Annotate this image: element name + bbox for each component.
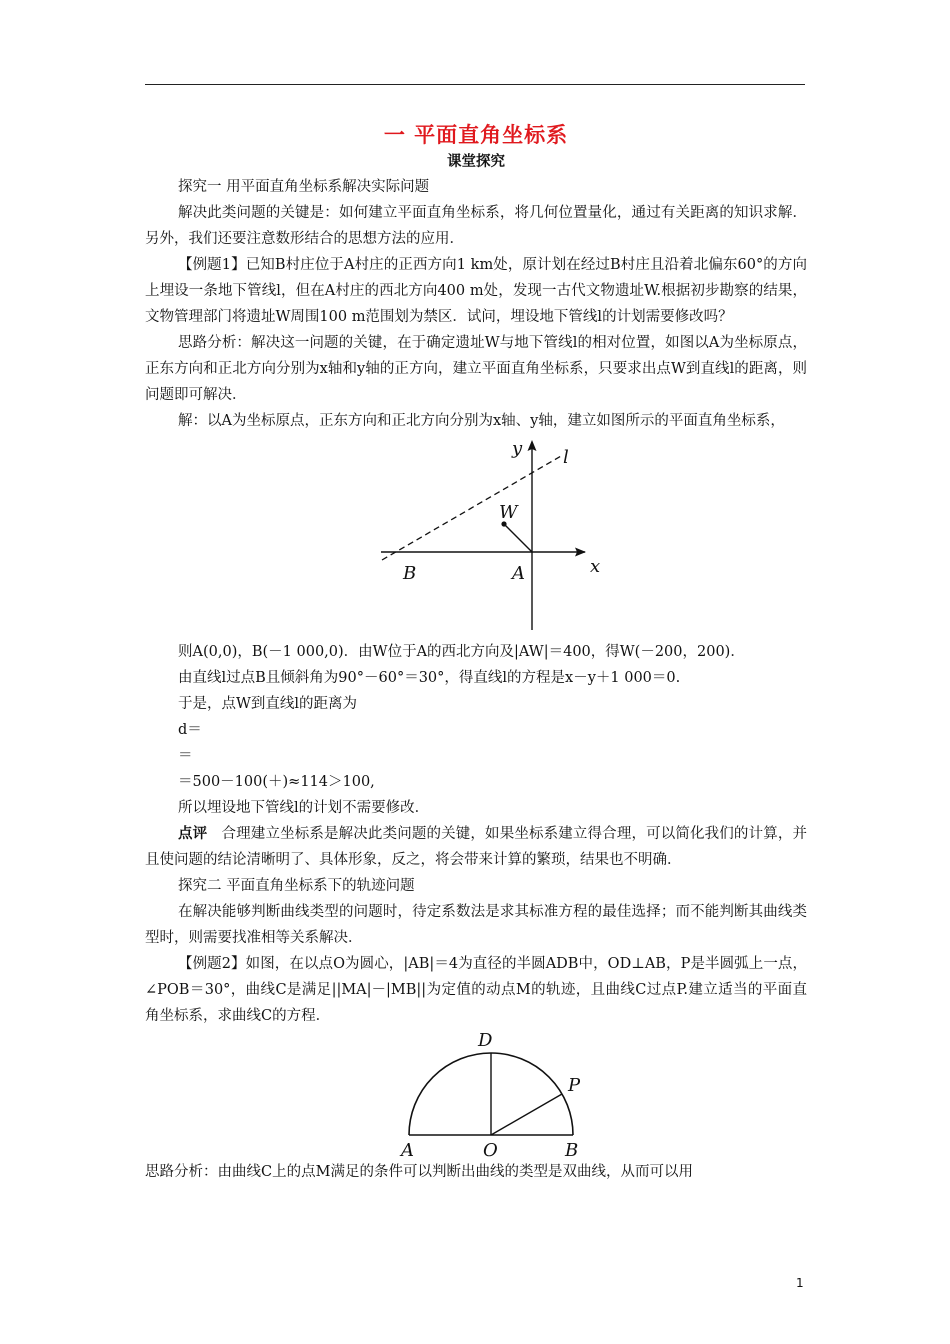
solution-line-a: 则A(0,0)，B(－1 000,0)．由W位于A的西北方向及|AW|＝400，得W(－200，200)． <box>178 644 745 660</box>
solution-line-g: 所以埋设地下管线l的计划不需要修改． <box>178 800 430 816</box>
solution-line-e: ＝ <box>178 748 193 764</box>
label-P: P <box>568 1075 581 1096</box>
example2 <box>145 951 807 1029</box>
label-W: W <box>499 502 518 523</box>
comment <box>145 821 807 873</box>
label-B: B <box>565 1140 579 1159</box>
figure2-svg <box>145 1029 807 1159</box>
section2-intro: 在解决能够判断曲线类型的问题时，待定系数法是求其标准方程的最佳选择；而不能判断其曲线类型时，则需要找准相等关系解决． <box>145 904 807 946</box>
header-rule <box>145 84 805 85</box>
document-body <box>145 120 807 1185</box>
analysis2: 思路分析：由曲线C上的点M满足的条件可以判断出曲线的类型是双曲线，从而可以用 <box>145 1164 693 1180</box>
label-x: x <box>590 556 601 577</box>
line-l <box>382 456 561 560</box>
segment-AW <box>504 524 532 552</box>
label-B: B <box>403 563 417 584</box>
comment-text: 合理建立坐标系是解决此类问题的关键，如果坐标系建立得合理，可以简化我们的计算，并且使问题的结论清晰明了、具体形象，反之，将会带来计算的繁琐，结果也不明确． <box>145 826 807 868</box>
section2-heading: 探究二 平面直角坐标系下的轨迹问题 <box>178 878 415 894</box>
label-A: A <box>401 1140 414 1159</box>
figure-semicircle <box>145 1029 807 1159</box>
example1 <box>145 252 807 330</box>
solution-line-c: 于是，点W到直线l的距离为 <box>178 696 358 712</box>
example1-text: 已知B村庄位于A村庄的正西方向1 km处，原计划在经过B村庄且沿着北偏东60°的方向上埋设一条地下管线l，但在A村庄的西北方向400 m处，发现一古代文物遗址W.根据初步勘察的结果，文物管理部门将遗址W周围100 m范围划为禁区．试问，埋设地下管线l的计划需要修改吗？ <box>145 257 807 325</box>
example2-label: 【例题2】 <box>178 956 246 972</box>
solution1: 解：以A为坐标原点，正东方向和正北方向分别为x轴、y轴，建立如图所示的平面直角坐标系， <box>178 413 785 429</box>
label-y: y <box>512 438 523 459</box>
section1-intro: 解决此类问题的关键是：如何建立平面直角坐标系，将几何位置量化，通过有关距离的知识求解．另外，我们还要注意数形结合的思想方法的应用． <box>145 205 807 247</box>
figure-coordinate-system <box>145 434 807 639</box>
example1-label: 【例题1】 <box>178 257 246 273</box>
figure1-svg <box>145 434 807 639</box>
solution-line-b: 由直线l过点B且倾斜角为90°－60°＝30°，得直线l的方程是x－y＋1 000＝0. <box>178 670 681 686</box>
example2-text: 如图，在以点O为圆心，|AB|＝4为直径的半圆ADB中，OD⊥AB，P是半圆弧上一点，∠POB＝30°，曲线C是满足||MA|－|MB||为定值的动点M的轨迹，且曲线C过点P.建立适当的平面直角坐标系，求曲线C的方程． <box>145 956 807 1024</box>
comment-label: 点评 <box>178 826 208 842</box>
page-subtitle: 课堂探究 <box>447 154 505 170</box>
label-l: l <box>563 447 569 468</box>
section1-heading: 探究一 用平面直角坐标系解决实际问题 <box>178 179 430 195</box>
segment-OP <box>491 1094 562 1135</box>
label-O: O <box>483 1140 498 1159</box>
analysis1: 思路分析：解决这一问题的关键，在于确定遗址W与地下管线l的相对位置，如图以A为坐标原点，正东方向和正北方向分别为x轴和y轴的正方向，建立平面直角坐标系，只要求出点W到直线l的距离，则问题即可解决． <box>145 335 807 403</box>
label-A: A <box>512 563 525 584</box>
solution-line-f: ＝500－100(＋)≈114＞100, <box>178 774 375 790</box>
page-title: 一 平面直角坐标系 <box>383 123 569 147</box>
page-number: 1 <box>796 1276 804 1290</box>
label-D: D <box>478 1030 493 1051</box>
solution-line-d: d＝ <box>178 722 202 738</box>
